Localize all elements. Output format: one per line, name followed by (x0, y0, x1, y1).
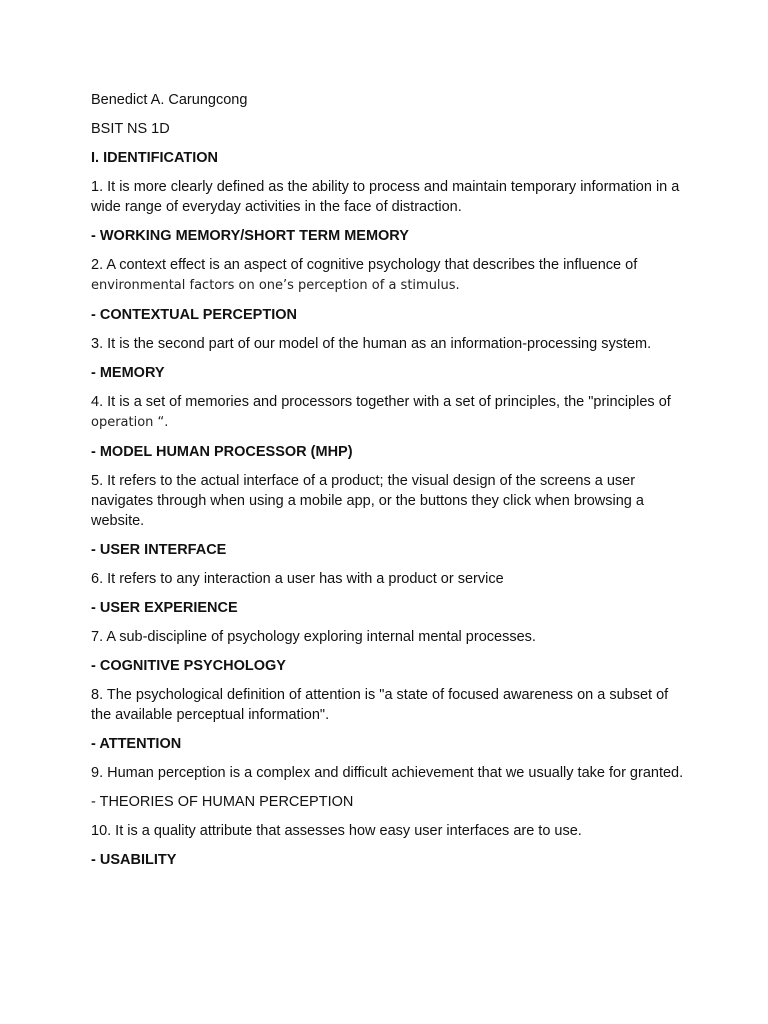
part-title: I. IDENTIFICATION (91, 150, 219, 166)
answer-4: - MODEL HUMAN PROCESSOR (MHP) (91, 444, 353, 460)
document-body (91, 90, 691, 879)
question-7: 7. A sub-discipline of psychology exploring internal mental processes. (91, 629, 536, 645)
question-6: 6. It refers to any interaction a user has with a product or service (91, 571, 504, 587)
question-8: 8. The psychological definition of attention is "a state of focused awareness on a subset of the available perceptual information". (91, 687, 669, 723)
answer-6: - USER EXPERIENCE (91, 600, 238, 616)
answer-10: - USABILITY (91, 852, 177, 868)
student-section: BSIT NS 1D (91, 121, 170, 137)
question-1: 1. It is more clearly defined as the ability to process and maintain temporary information in a wide range of everyday activities in the face of distraction. (91, 179, 680, 215)
answer-7: - COGNITIVE PSYCHOLOGY (91, 658, 286, 674)
question-4: 4. It is a set of memories and processors together with a set of principles, the "principles of operation “. (91, 394, 671, 430)
question-3: 3. It is the second part of our model of the human as an information-processing system. (91, 336, 652, 352)
question-10: 10. It is a quality attribute that assesses how easy user interfaces are to use. (91, 823, 582, 839)
answer-5: - USER INTERFACE (91, 542, 227, 558)
question-9: 9. Human perception is a complex and difficult achievement that we usually take for granted. (91, 765, 684, 781)
answer-1: - WORKING MEMORY/SHORT TERM MEMORY (91, 228, 409, 244)
answer-9: - THEORIES OF HUMAN PERCEPTION (91, 794, 354, 810)
question-5: 5. It refers to the actual interface of a product; the visual design of the screens a user navigates through when using a mobile app, or the buttons they click when browsing a website. (91, 473, 644, 529)
question-2: 2. A context effect is an aspect of cognitive psychology that describes the influence of environmental factors on one’s perception of a stimulus. (91, 257, 638, 293)
answer-2: - CONTEXTUAL PERCEPTION (91, 307, 297, 323)
answer-3: - MEMORY (91, 365, 165, 381)
student-name: Benedict A. Carungcong (91, 92, 248, 108)
answer-8: - ATTENTION (91, 736, 182, 752)
